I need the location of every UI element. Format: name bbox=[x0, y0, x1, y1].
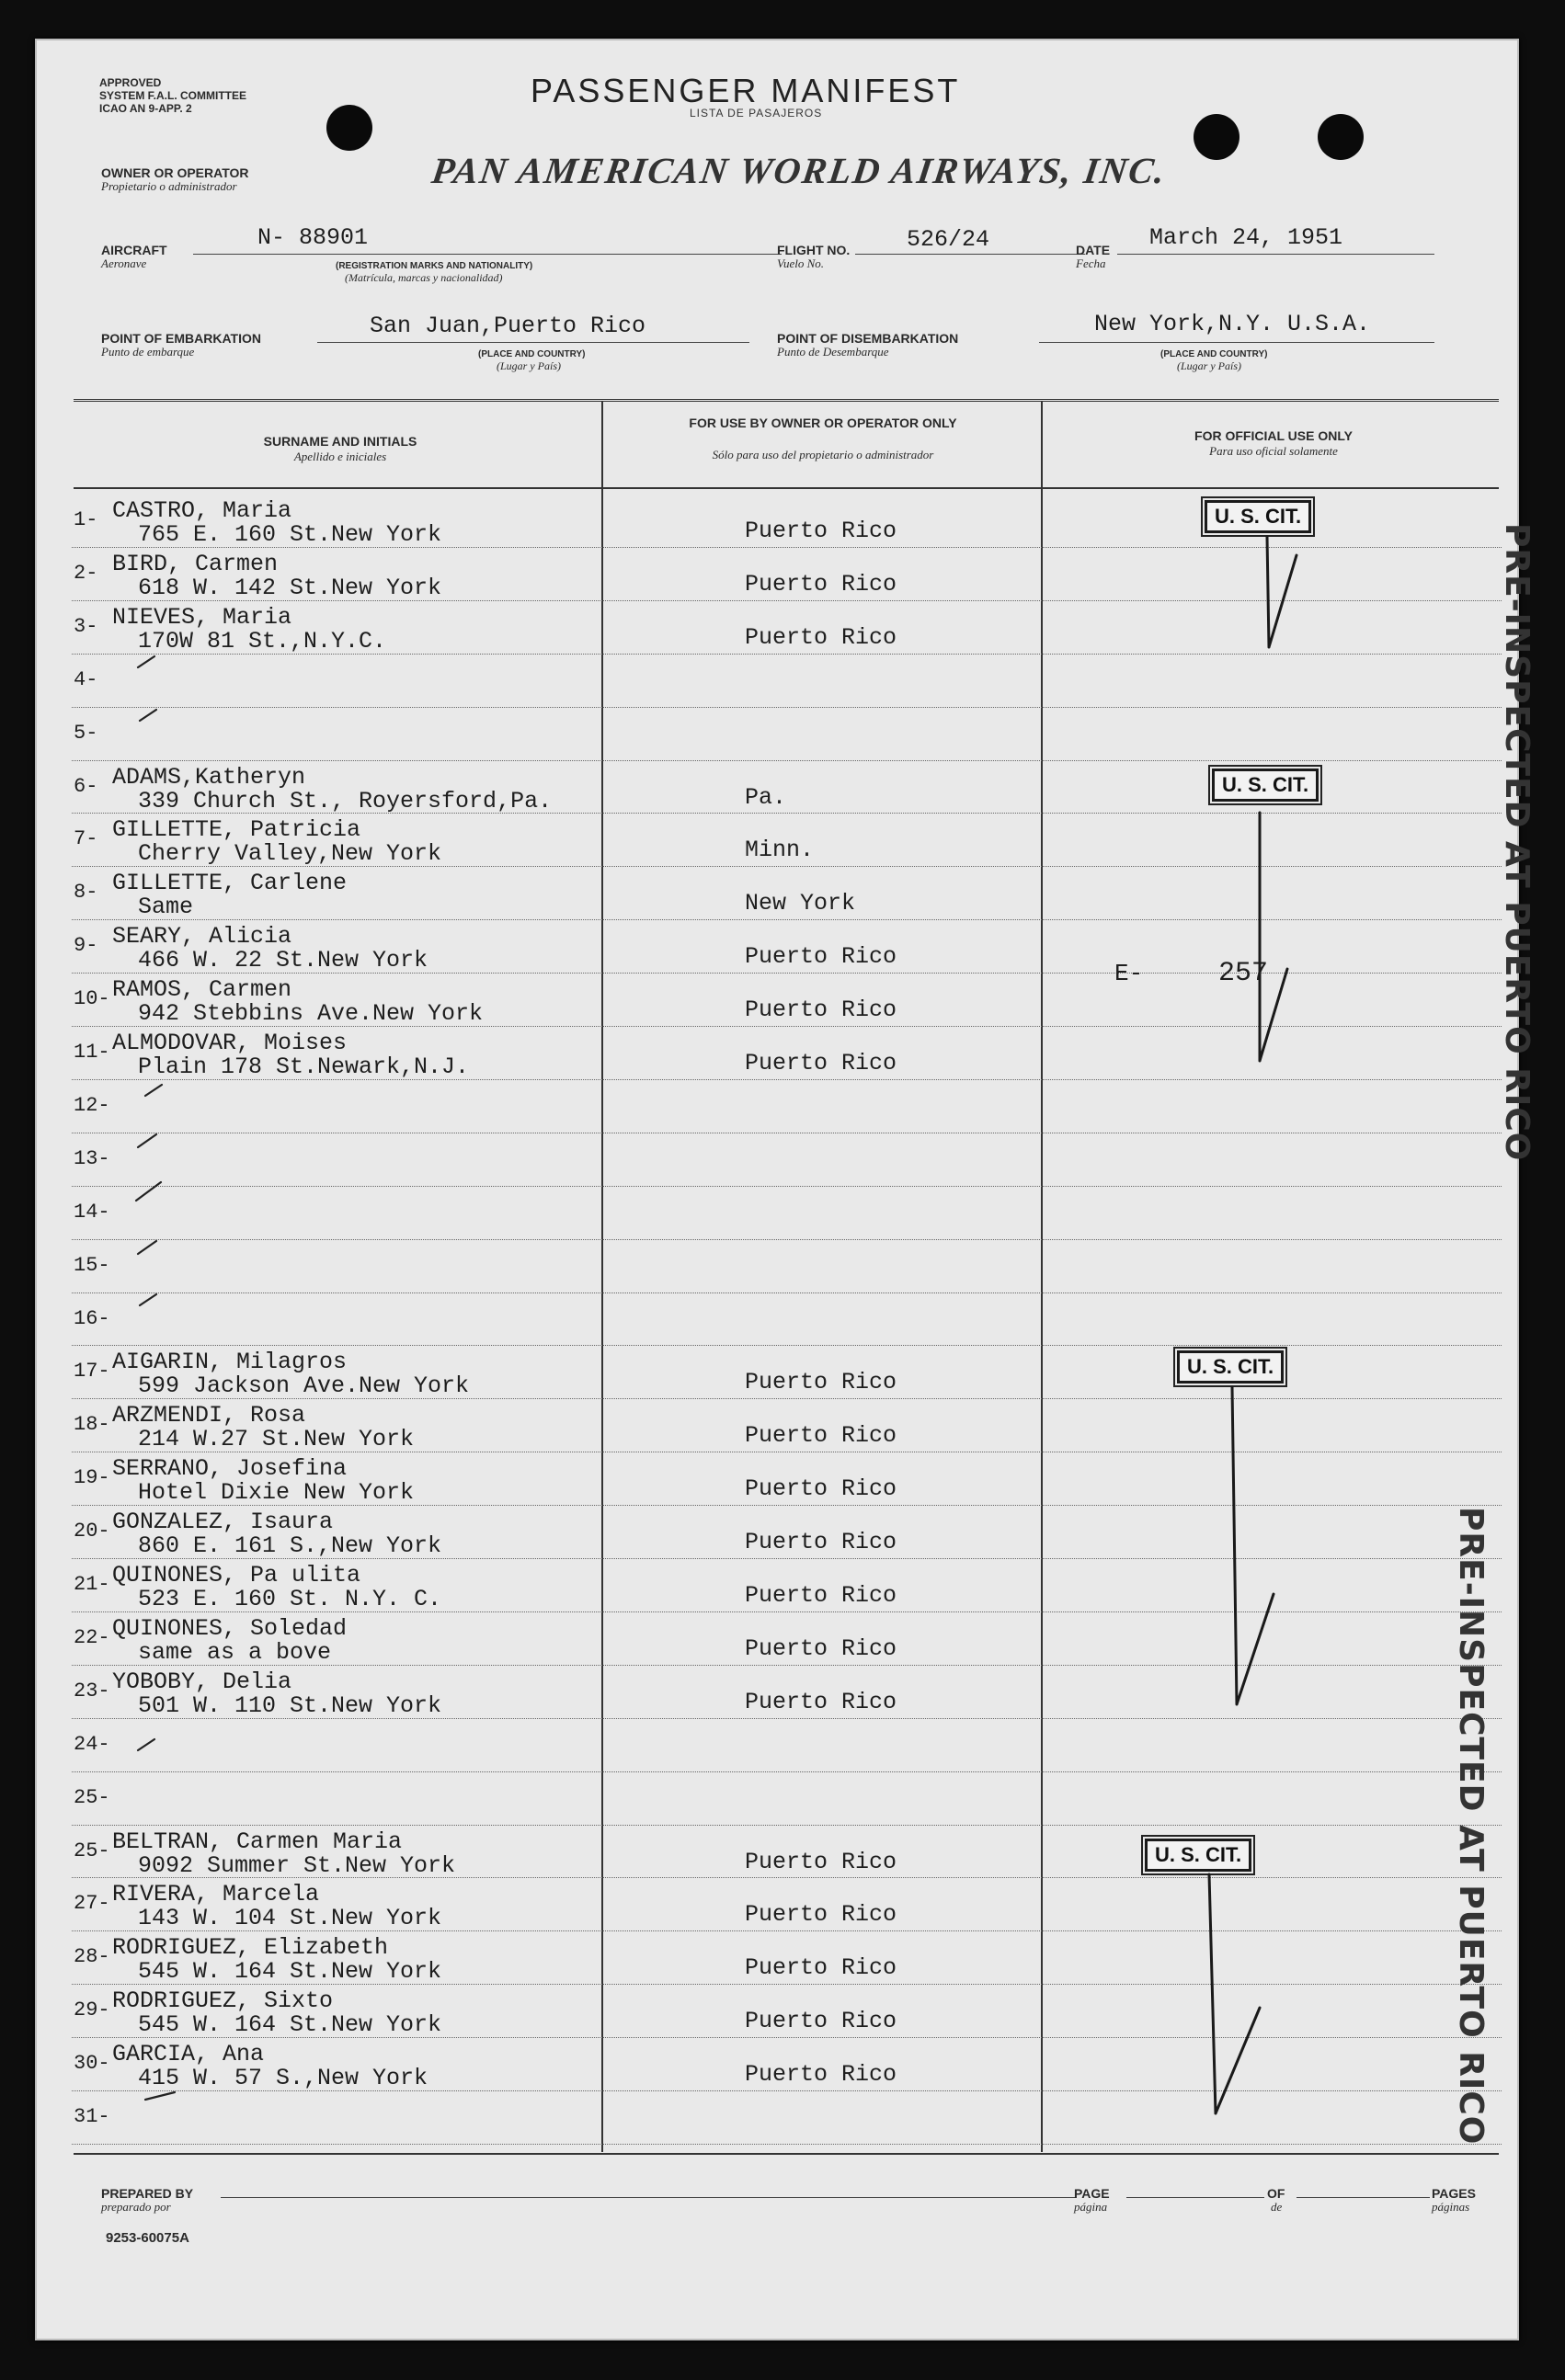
embark-label-es: Punto de embarque bbox=[101, 345, 195, 359]
manifest-title: PASSENGER MANIFEST bbox=[531, 72, 961, 109]
column-header-official: FOR OFFICIAL USE ONLY bbox=[1194, 428, 1353, 443]
page-label-es: página bbox=[1074, 2200, 1108, 2214]
flight-no-label-es: Vuelo No. bbox=[777, 256, 825, 270]
aircraft-label-es: Aeronave bbox=[101, 256, 147, 270]
official-check-marks bbox=[37, 40, 1517, 2339]
passenger-address: 466 W. 22 St.New York bbox=[138, 947, 428, 974]
passenger-name: RAMOS, Carmen bbox=[112, 976, 292, 1004]
disembark-label: POINT OF DISEMBARKATION bbox=[777, 331, 959, 346]
passenger-address: 618 W. 142 St.New York bbox=[138, 574, 442, 601]
pre-inspected-stamp: PRE-INSPECTED AT PUERTO RICO bbox=[1452, 1507, 1490, 2146]
passenger-address: 942 Stebbins Ave.New York bbox=[138, 1000, 484, 1028]
passenger-number: 27- bbox=[74, 1892, 110, 1916]
passenger-number: 23- bbox=[74, 1679, 110, 1702]
passenger-address: 9092 Summer St.New York bbox=[138, 1851, 456, 1879]
passenger-origin: Puerto Rico bbox=[745, 1634, 897, 1662]
passenger-number: 21- bbox=[74, 1573, 110, 1596]
passenger-number: 25- bbox=[74, 1785, 110, 1809]
us-citizen-stamp: U. S. CIT. bbox=[1205, 500, 1311, 533]
passenger-number: 12- bbox=[74, 1093, 110, 1117]
passenger-name: RIVERA, Marcela bbox=[112, 1881, 320, 1908]
passenger-name: CASTRO, Maria bbox=[112, 497, 292, 524]
passenger-number: 11- bbox=[74, 1041, 110, 1064]
passenger-name: ARZMENDI, Rosa bbox=[112, 1402, 306, 1429]
passenger-number: 14- bbox=[74, 1200, 110, 1224]
pages-label: PAGES bbox=[1432, 2186, 1476, 2201]
passenger-number: 20- bbox=[74, 1520, 110, 1543]
passenger-address: 339 Church St., Royersford,Pa. bbox=[138, 787, 553, 814]
passenger-number: 25- bbox=[74, 1839, 110, 1862]
passenger-name: RODRIGUEZ, Sixto bbox=[112, 1987, 334, 2015]
passenger-address: Hotel Dixie New York bbox=[138, 1479, 415, 1507]
manifest-sheet bbox=[35, 39, 1536, 2340]
passenger-name: NIEVES, Maria bbox=[112, 603, 292, 631]
aircraft-label: AIRCRAFT bbox=[101, 243, 167, 257]
passenger-origin: Puerto Rico bbox=[745, 1901, 897, 1929]
passenger-address: same as a bove bbox=[138, 1638, 332, 1666]
passenger-origin: Puerto Rico bbox=[745, 623, 897, 651]
passenger-number: 24- bbox=[74, 1732, 110, 1756]
column-header-owner-es: Sólo para uso del propietario o administrador bbox=[712, 448, 934, 461]
passenger-number: 18- bbox=[74, 1413, 110, 1437]
flight-no-value: 526/24 bbox=[907, 226, 990, 253]
passenger-number: 16- bbox=[74, 1306, 110, 1330]
passenger-origin: Puerto Rico bbox=[745, 1848, 897, 1875]
page-label: PAGE bbox=[1074, 2186, 1110, 2201]
embark-value: San Juan,Puerto Rico bbox=[370, 313, 646, 339]
passenger-address: 143 W. 104 St.New York bbox=[138, 1905, 442, 1932]
passenger-number: 4- bbox=[74, 667, 98, 691]
registration-note: (REGISTRATION MARKS AND NATIONALITY) bbox=[336, 261, 533, 271]
passenger-number: 31- bbox=[74, 2105, 110, 2128]
official-note-mark: E- bbox=[1114, 960, 1144, 987]
passenger-name: AIGARIN, Milagros bbox=[112, 1349, 348, 1376]
passenger-origin: Puerto Rico bbox=[745, 1688, 897, 1715]
owner-label: OWNER OR OPERATOR bbox=[101, 165, 249, 180]
passenger-number: 28- bbox=[74, 1945, 110, 1969]
passenger-name: GARCIA, Ana bbox=[112, 2041, 265, 2068]
passenger-origin: Puerto Rico bbox=[745, 2008, 897, 2035]
passenger-name: GILLETTE, Patricia bbox=[112, 816, 361, 844]
registration-note-es: (Matrícula, marcas y nacionalidad) bbox=[345, 271, 503, 284]
passenger-origin: Puerto Rico bbox=[745, 1954, 897, 1982]
passenger-origin: Puerto Rico bbox=[745, 943, 897, 971]
column-header-surname: SURNAME AND INITIALS bbox=[263, 434, 417, 449]
passenger-name: SERRANO, Josefina bbox=[112, 1455, 348, 1483]
passenger-origin: Puerto Rico bbox=[745, 518, 897, 544]
passenger-number: 3- bbox=[74, 614, 98, 638]
approval-line-3: ICAO AN 9-APP. 2 bbox=[99, 102, 192, 115]
passenger-number: 17- bbox=[74, 1360, 110, 1384]
passenger-number: 6- bbox=[74, 774, 98, 798]
disembark-note-es: (Lugar y País) bbox=[1177, 359, 1241, 372]
passenger-address: Cherry Valley,New York bbox=[138, 840, 442, 868]
column-header-owner: FOR USE BY OWNER OR OPERATOR ONLY bbox=[689, 416, 957, 430]
form-code: 9253-60075A bbox=[106, 2230, 189, 2246]
passenger-origin: Puerto Rico bbox=[745, 1475, 897, 1503]
passenger-origin: Puerto Rico bbox=[745, 996, 897, 1024]
passenger-name: GILLETTE, Carlene bbox=[112, 870, 348, 897]
passenger-address: Same bbox=[138, 894, 194, 921]
prepared-by-label: PREPARED BY bbox=[101, 2186, 194, 2201]
disembark-value: New York,N.Y. U.S.A. bbox=[1094, 311, 1371, 337]
of-label-es: de bbox=[1271, 2200, 1283, 2214]
pages-label-es: páginas bbox=[1432, 2200, 1470, 2214]
passenger-address: Plain 178 St.Newark,N.J. bbox=[138, 1053, 470, 1080]
disembark-label-es: Punto de Desembarque bbox=[777, 345, 889, 359]
passenger-origin: Minn. bbox=[745, 837, 815, 864]
passenger-number: 22- bbox=[74, 1625, 110, 1649]
passenger-name: SEARY, Alicia bbox=[112, 923, 292, 951]
of-label: OF bbox=[1267, 2186, 1285, 2201]
pre-inspected-stamp: PRE-INSPECTED AT PUERTO RICO bbox=[1498, 523, 1536, 1162]
embark-note-es: (Lugar y País) bbox=[497, 359, 561, 372]
passenger-name: GONZALEZ, Isaura bbox=[112, 1509, 334, 1536]
passenger-origin: Puerto Rico bbox=[745, 1529, 897, 1556]
passenger-origin: Puerto Rico bbox=[745, 1422, 897, 1450]
passenger-name: BELTRAN, Carmen Maria bbox=[112, 1828, 403, 1855]
passenger-name: YOBOBY, Delia bbox=[112, 1668, 292, 1695]
approval-line-1: APPROVED bbox=[99, 76, 162, 89]
date-value: March 24, 1951 bbox=[1149, 224, 1343, 251]
passenger-number: 29- bbox=[74, 1999, 110, 2022]
passenger-address: 501 W. 110 St.New York bbox=[138, 1691, 442, 1719]
passenger-number: 9- bbox=[74, 934, 98, 958]
passenger-number: 10- bbox=[74, 987, 110, 1011]
us-citizen-stamp: U. S. CIT. bbox=[1177, 1350, 1284, 1384]
passenger-address: 765 E. 160 St.New York bbox=[138, 521, 442, 548]
passenger-address: 599 Jackson Ave.New York bbox=[138, 1372, 470, 1400]
embark-label: POINT OF EMBARKATION bbox=[101, 331, 261, 346]
passenger-name: ALMODOVAR, Moises bbox=[112, 1030, 348, 1056]
passenger-address: 545 W. 164 St.New York bbox=[138, 2011, 442, 2039]
column-header-official-es: Para uso oficial solamente bbox=[1209, 444, 1338, 458]
prepared-by-label-es: preparado por bbox=[101, 2200, 171, 2214]
passenger-address: 415 W. 57 S.,New York bbox=[138, 2065, 428, 2092]
passenger-origin: Puerto Rico bbox=[745, 570, 897, 598]
date-label-es: Fecha bbox=[1076, 256, 1106, 270]
passenger-name: BIRD, Carmen bbox=[112, 550, 279, 577]
column-header-surname-es: Apellido e iniciales bbox=[293, 450, 387, 463]
passenger-number: 1- bbox=[74, 508, 98, 531]
passenger-number: 15- bbox=[74, 1253, 110, 1277]
flight-no-label: FLIGHT NO. bbox=[777, 243, 851, 257]
aircraft-value: N- 88901 bbox=[257, 224, 369, 251]
passenger-address: 860 E. 161 S.,New York bbox=[138, 1532, 442, 1560]
passenger-origin: Puerto Rico bbox=[745, 1582, 897, 1609]
official-note-value: 257 bbox=[1218, 958, 1269, 989]
passenger-name: QUINONES, Pa ulita bbox=[112, 1562, 361, 1589]
passenger-number: 5- bbox=[74, 721, 98, 745]
passenger-number: 13- bbox=[74, 1146, 110, 1170]
passenger-name: RODRIGUEZ, Elizabeth bbox=[112, 1934, 389, 1962]
passenger-number: 7- bbox=[74, 827, 98, 851]
passenger-address: 523 E. 160 St. N.Y. C. bbox=[138, 1586, 442, 1612]
passenger-address: 214 W.27 St.New York bbox=[138, 1426, 415, 1453]
airline-name: PAN AMERICAN WORLD AIRWAYS, INC. bbox=[428, 150, 1170, 191]
passenger-origin: Puerto Rico bbox=[745, 2061, 897, 2089]
passenger-number: 2- bbox=[74, 561, 98, 585]
passenger-number: 8- bbox=[74, 881, 98, 905]
passenger-origin: Pa. bbox=[745, 783, 787, 811]
passenger-origin: Puerto Rico bbox=[745, 1050, 897, 1076]
embark-note: (PLACE AND COUNTRY) bbox=[478, 349, 586, 359]
date-label: DATE bbox=[1076, 243, 1111, 257]
passenger-origin: New York bbox=[745, 890, 856, 917]
passenger-origin: Puerto Rico bbox=[745, 1369, 897, 1396]
manifest-title-es: LISTA DE PASAJEROS bbox=[690, 107, 823, 120]
us-citizen-stamp: U. S. CIT. bbox=[1145, 1839, 1251, 1872]
passenger-address: 170W 81 St.,N.Y.C. bbox=[138, 627, 387, 655]
passenger-number: 19- bbox=[74, 1466, 110, 1490]
passenger-name: ADAMS,Katheryn bbox=[112, 763, 306, 791]
disembark-note: (PLACE AND COUNTRY) bbox=[1160, 349, 1268, 359]
passenger-number: 30- bbox=[74, 2052, 110, 2076]
us-citizen-stamp: U. S. CIT. bbox=[1212, 769, 1319, 802]
approval-line-2: SYSTEM F.A.L. COMMITTEE bbox=[99, 89, 247, 102]
owner-label-es: Propietario o administrador bbox=[101, 179, 237, 193]
passenger-name: QUINONES, Soledad bbox=[112, 1614, 348, 1642]
passenger-address: 545 W. 164 St.New York bbox=[138, 1958, 442, 1986]
